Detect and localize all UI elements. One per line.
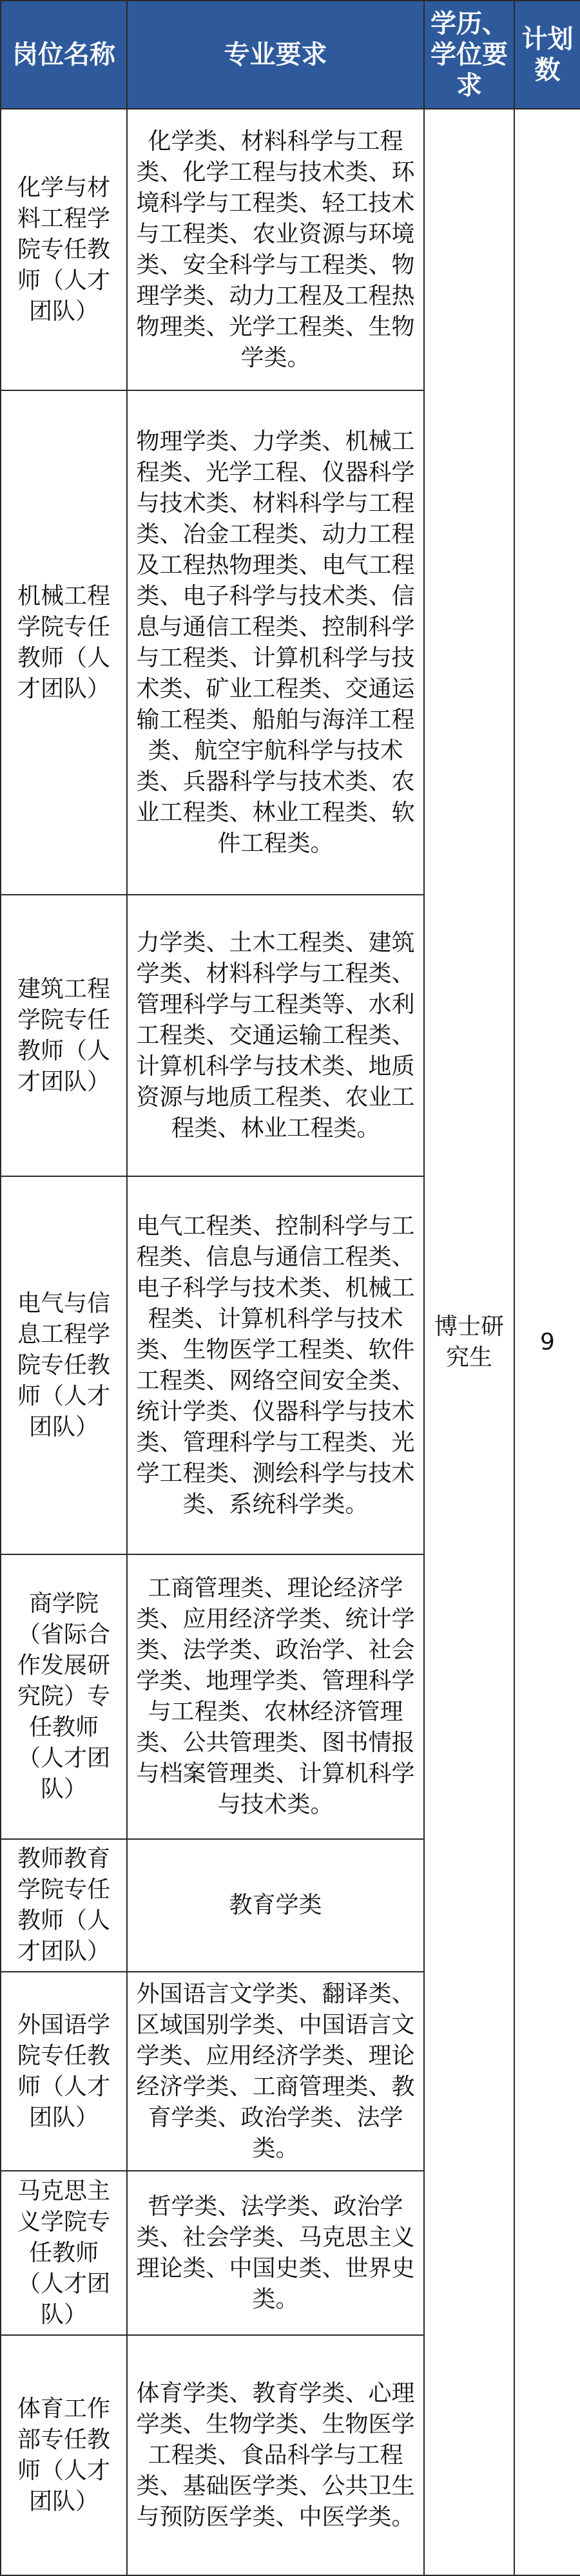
position-cell: 机械工程学院专任教师（人才团队） bbox=[1, 390, 127, 895]
position-cell: 体育工作部专任教师（人才团队） bbox=[1, 2335, 127, 2575]
position-cell: 外国语学院专任教师（人才团队） bbox=[1, 1972, 127, 2171]
header-row bbox=[1, 1, 580, 109]
position-cell: 教师教育学院专任教师（人才团队） bbox=[1, 1839, 127, 1972]
position-cell: 化学与材料工程学院专任教师（人才团队） bbox=[1, 109, 127, 390]
major-cell: 体育学类、教育学类、心理学类、生物学类、生物医学工程类、食品科学与工程类、基础医学类、公共卫生与预防医学类、中医学类。 bbox=[127, 2335, 424, 2575]
major-cell: 力学类、土木工程类、建筑学类、材料科学与工程类、管理科学与工程类等、水利工程类、交通运输工程类、计算机科学与技术类、地质资源与地质工程类、农业工程类、林业工程类。 bbox=[127, 895, 424, 1176]
major-cell: 化学类、材料科学与工程类、化学工程与技术类、环境科学与工程类、轻工技术与工程类、农业资源与环境类、安全科学与工程类、物理学类、动力工程及工程热物理类、光学工程类、生物学类。 bbox=[127, 109, 424, 390]
position-cell: 建筑工程学院专任教师（人才团队） bbox=[1, 895, 127, 1176]
major-cell: 电气工程类、控制科学与工程类、信息与通信工程类、电子科学与技术类、机械工程类、计算机科学与技术类、生物医学工程类、软件工程类、网络空间安全类、统计学类、仪器科学与技术类、管理科学与工程类、光学工程类、测绘科学与技术类、系统科学类。 bbox=[127, 1176, 424, 1554]
table-body bbox=[1, 109, 580, 2575]
header-degree: 学历、学位要求 bbox=[424, 1, 514, 109]
major-cell: 哲学类、法学类、政治学类、社会学类、马克思主义理论类、中国史类、世界史类。 bbox=[127, 2171, 424, 2335]
major-cell: 工商管理类、理论经济学类、应用经济学类、统计学类、法学类、政治学、社会学类、地理学类、管理科学与工程类、农林经济管理类、公共管理类、图书情报与档案管理类、计算机科学与技术类。 bbox=[127, 1554, 424, 1839]
position-cell: 商学院（省际合作发展研究院）专任教师（人才团队） bbox=[1, 1554, 127, 1839]
header-major: 专业要求 bbox=[127, 1, 424, 109]
degree-cell: 博士研究生 bbox=[424, 109, 514, 2575]
major-cell: 物理学类、力学类、机械工程类、光学工程、仪器科学与技术类、材料科学与工程类、冶金工程类、动力工程及工程热物理类、电气工程类、电子科学与技术类、信息与通信工程类、控制科学与工程类、计算机科学与技术类、矿业工程类、交通运输工程类、船舶与海洋工程类、航空宇航科学与技术类、兵器科学与技术类、农业工程类、林业工程类、软件工程类。 bbox=[127, 390, 424, 895]
header-position: 岗位名称 bbox=[1, 1, 127, 109]
position-cell: 马克思主义学院专任教师（人才团队） bbox=[1, 2171, 127, 2335]
table-row bbox=[1, 109, 580, 390]
major-cell: 外国语言文学类、翻译类、区域国别学类、中国语言文学类、应用经济学类、理论经济学类、工商管理类、教育学类、政治学类、法学类。 bbox=[127, 1972, 424, 2171]
header-count: 计划数 bbox=[514, 1, 580, 109]
table-header bbox=[1, 1, 580, 109]
major-cell: 教育学类 bbox=[127, 1839, 424, 1972]
count-cell: 9 bbox=[514, 109, 580, 2575]
position-cell: 电气与信息工程学院专任教师（人才团队） bbox=[1, 1176, 127, 1554]
